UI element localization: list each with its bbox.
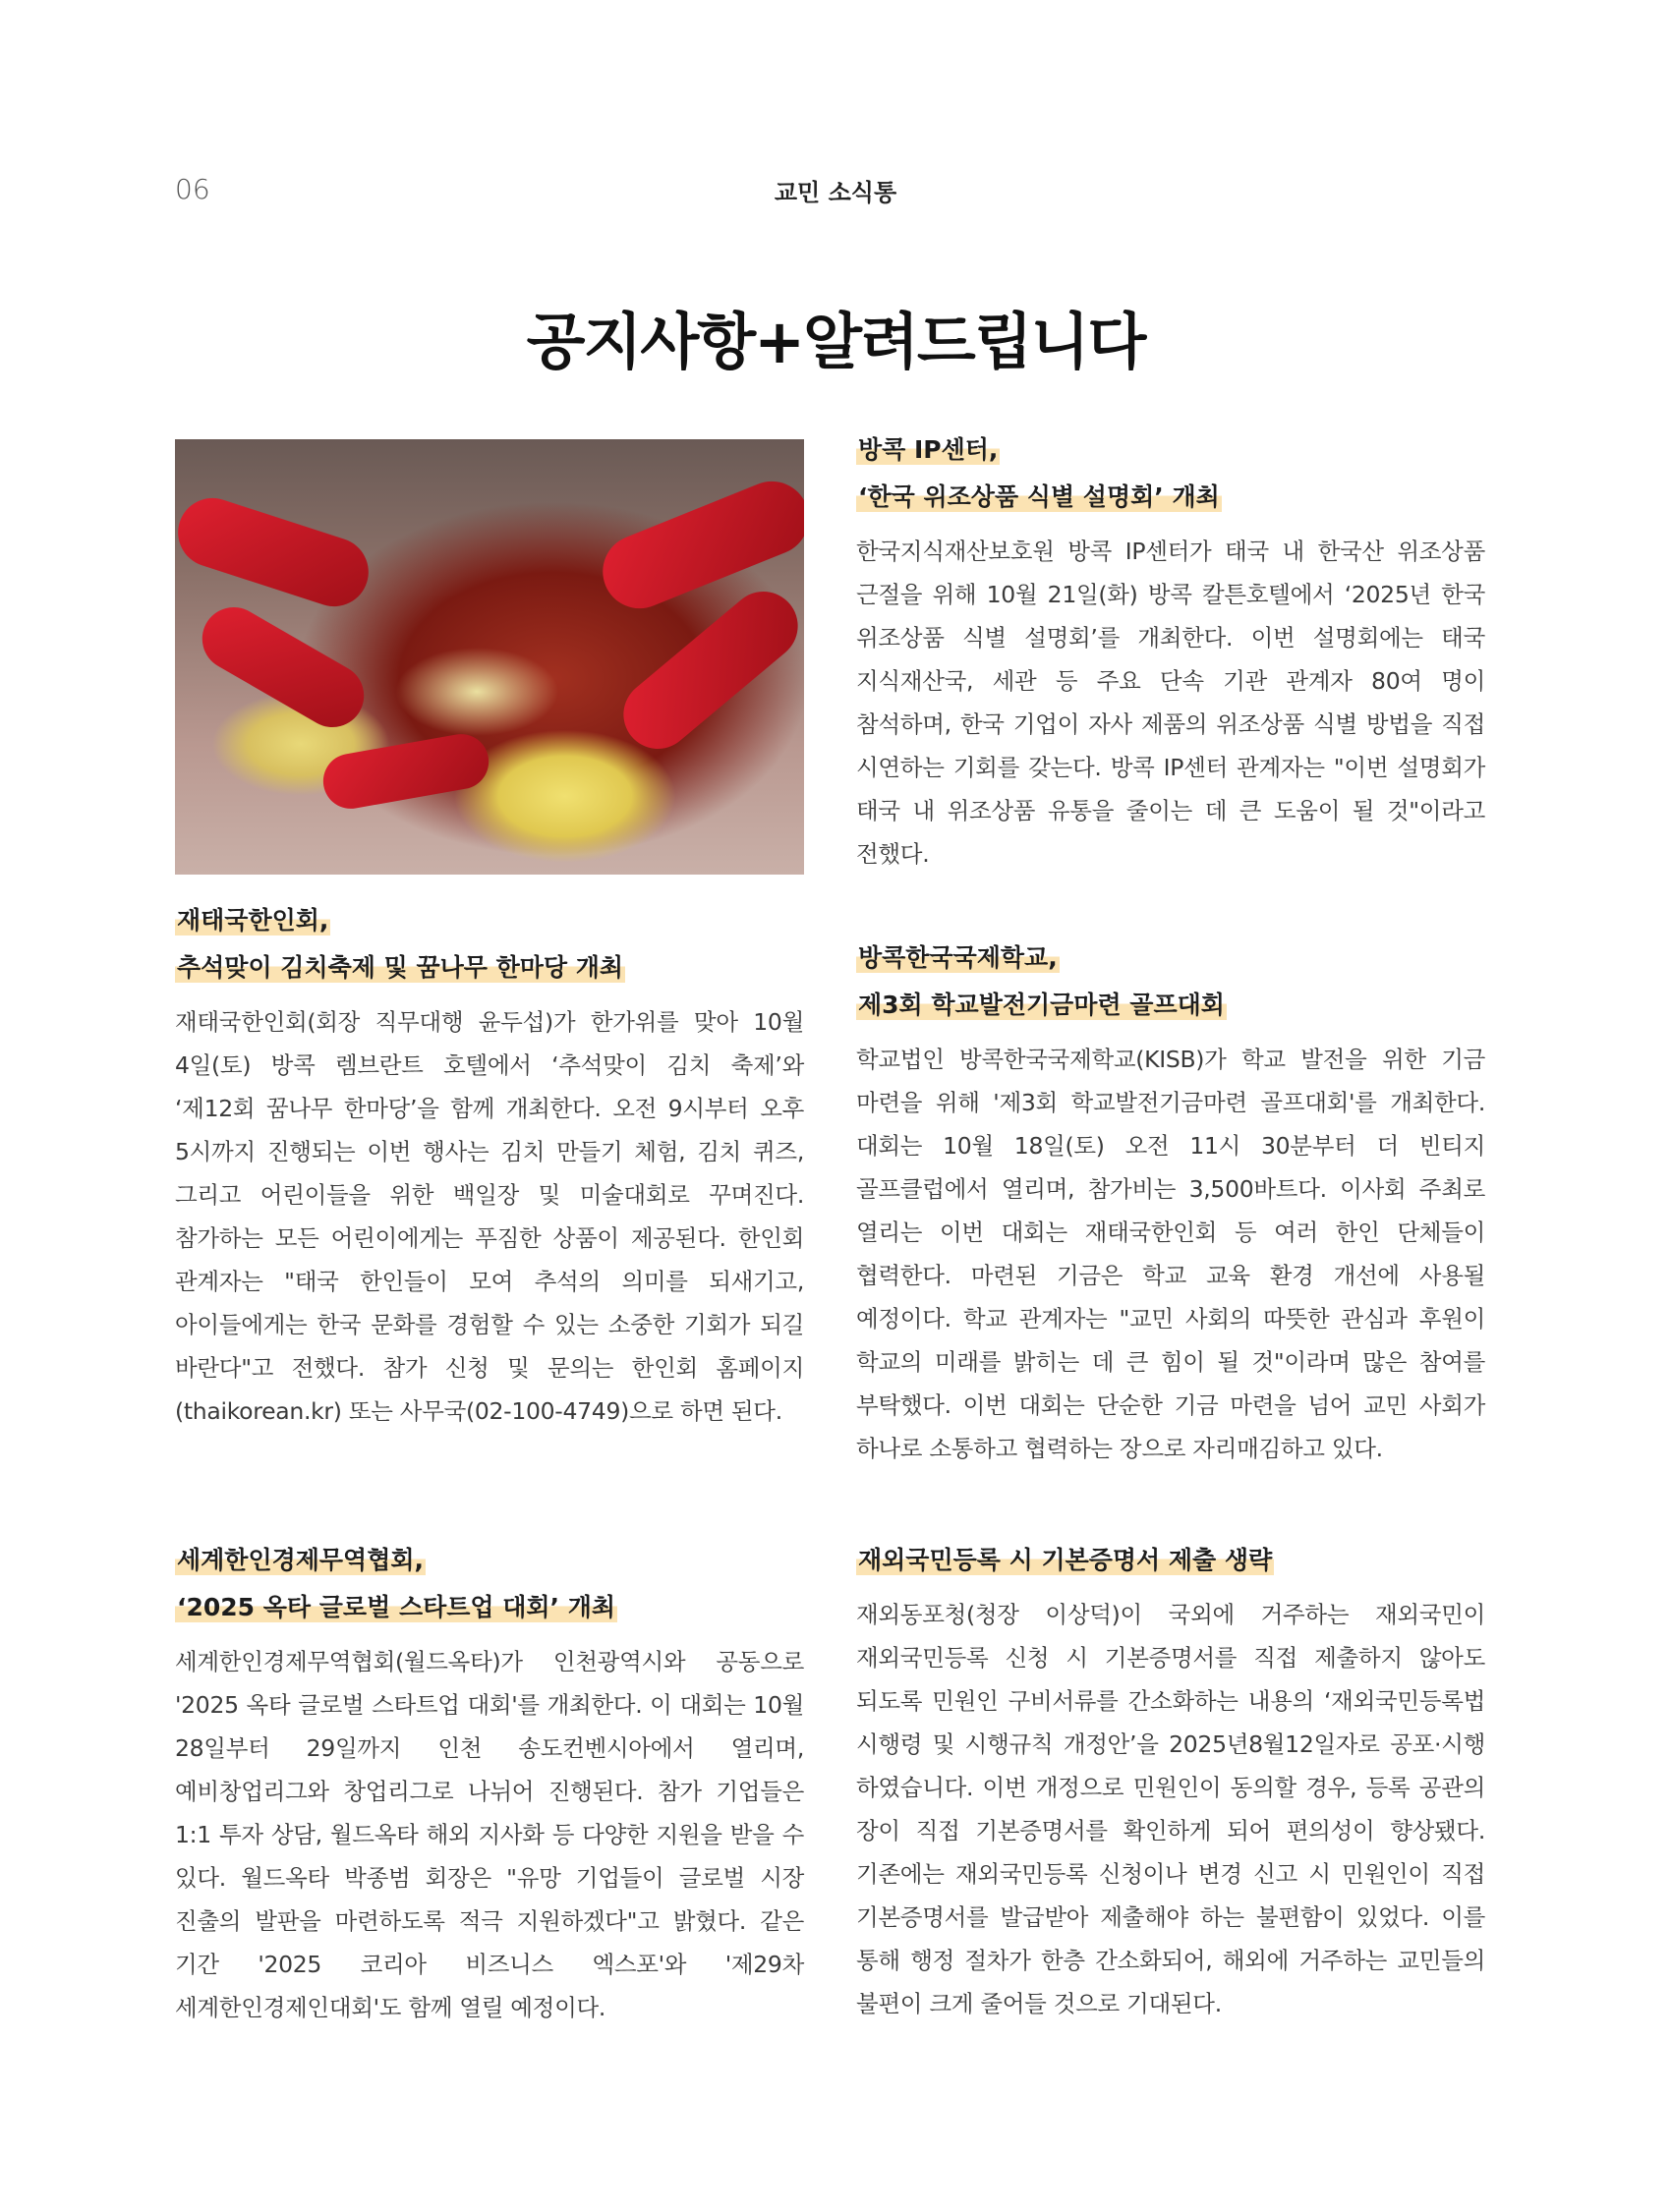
section-title: 교민 소식통 <box>774 179 897 206</box>
page-number: 06 <box>175 173 210 205</box>
article-headline: 재태국한인회, <box>177 906 329 935</box>
article-subheadline: ‘2025 옥타 글로벌 스타트업 대회’ 개최 <box>177 1593 616 1621</box>
kimchi-making-photo <box>175 439 804 875</box>
article-okta <box>175 1546 804 2029</box>
article-headline: 방콕한국국제학교, <box>858 943 1058 972</box>
article-overseas-registration <box>856 1546 1485 2025</box>
page-title: 공지사항+알려드립니다 <box>526 306 1145 377</box>
glove-shape <box>318 730 492 814</box>
glove-shape <box>175 489 377 615</box>
article-body: 학교법인 방콕한국국제학교(KISB)가 학교 발전을 위한 기금 마련을 위해 '제3회 학교발전기금마련 골프대회'를 개최한다. 대회는 10월 18일(토) 오전 11시 30분부터 더 빈티지 골프클럽에서 열리며, 참가비는 3,500바트다. 이사회 주최로 열리는 이번 대회는 재태국한인회 등 여러 한인 단체들이 협력한다. 마련된 기금은 학교 교육 환경 개선에 사용될 예정이다. 학교 관계자는 "교민 사회의 따뜻한 관심과 후원이 학교의 미래를 밝히는 데 큰 힘이 될 것"이라며 많은 참여를 부탁했다. 이번 대회는 단순한 기금 마련을 넘어 교민 사회가 하나로 소통하고 협력하는 장으로 자리매김하고 있다. <box>856 1046 1485 1462</box>
article-subheadline: ‘한국 위조상품 식별 설명회’ 개최 <box>858 482 1220 511</box>
article-ip-center <box>856 435 1485 876</box>
article-headline: 방콕 IP센터, <box>858 435 999 464</box>
article-body: 한국지식재산보호원 방콕 IP센터가 태국 내 한국산 위조상품 근절을 위해 10월 21일(화) 방콕 칼튼호텔에서 ‘2025년 한국 위조상품 식별 설명회’를 개최한다. 이번 설명회에는 태국 지식재산국, 세관 등 주요 단속 기관 관계자 80여 명이 참석하며, 한국 기업이 자사 제품의 위조상품 식별 방법을 직접 시연하는 기회를 갖는다. 방콕 IP센터 관계자는 "이번 설명회가 태국 내 위조상품 유통을 줄이는 데 큰 도움이 될 것"이라고 전했다. <box>856 538 1485 868</box>
article-headline: 재외국민등록 시 기본증명서 제출 생략 <box>858 1546 1273 1574</box>
glove-shape <box>191 596 375 738</box>
article-body: 재외동포청(청장 이상덕)이 국외에 거주하는 재외국민이 재외국민등록 신청 시 기본증명서를 직접 제출하지 않아도 되도록 민원인 구비서류를 간소화하는 내용의 ‘재외국민등록법 시행령 및 시행규칙 개정안’을 2025년8월12일자로 공포·시행 하였습니다. 이번 개정으로 민원인이 동의할 경우, 등록 공관의 장이 직접 기본증명서를 확인하게 되어 편의성이 향상됐다. 기존에는 재외국민등록 신청이나 변경 신고 시 민원인이 직접 기본증명서를 발급받아 제출해야 하는 불편함이 있었다. 이를 통해 행정 절차가 한층 간소화되어, 해외에 거주하는 교민들의 불편이 크게 줄어들 것으로 기대된다. <box>856 1601 1485 2017</box>
article-kisb <box>856 943 1485 1470</box>
article-subheadline: 추석맞이 김치축제 및 꿈나무 한마당 개최 <box>177 953 624 982</box>
article-headline: 세계한인경제무역협회, <box>177 1546 424 1574</box>
article-body: 세계한인경제무역협회(월드옥타)가 인천광역시와 공동으로 '2025 옥타 글로벌 스타트업 대회'를 개최한다. 이 대회는 10월 28일부터 29일까지 인천 송도컨벤시아에서 열리며, 예비창업리그와 창업리그로 나뉘어 진행된다. 참가 기업들은 1:1 투자 상담, 월드옥타 해외 지사화 등 다양한 지원을 받을 수 있다. 월드옥타 박종범 회장은 "유망 기업들이 글로벌 시장 진출의 발판을 마련하도록 적극 지원하겠다"고 밝혔다. 같은 기간 '2025 코리아 비즈니스 엑스포'와 '제29차 세계한인경제인대회'도 함께 열릴 예정이다. <box>175 1648 804 2021</box>
article-korean-association <box>175 906 804 1433</box>
article-body: 재태국한인회(회장 직무대행 윤두섭)가 한가위를 맞아 10월 4일(토) 방콕 렘브란트 호텔에서 ‘추석맞이 김치 축제’와 ‘제12회 꿈나무 한마당’을 함께 개최한다. 오전 9시부터 오후 5시까지 진행되는 이번 행사는 김치 만들기 체험, 김치 퀴즈, 그리고 어린이들을 위한 백일장 및 미술대회로 꾸며진다. 참가하는 모든 어린이에게는 푸짐한 상품이 제공된다. 한인회 관계자는 "태국 한인들이 모여 추석의 의미를 되새기고, 아이들에게는 한국 문화를 경험할 수 있는 소중한 기회가 되길 바란다"고 전했다. 참가 신청 및 문의는 한인회 홈페이지(thaikorean.kr) 또는 사무국(02-100-4749)으로 하면 된다. <box>175 1008 804 1425</box>
article-subheadline: 제3회 학교발전기금마련 골프대회 <box>858 991 1225 1019</box>
